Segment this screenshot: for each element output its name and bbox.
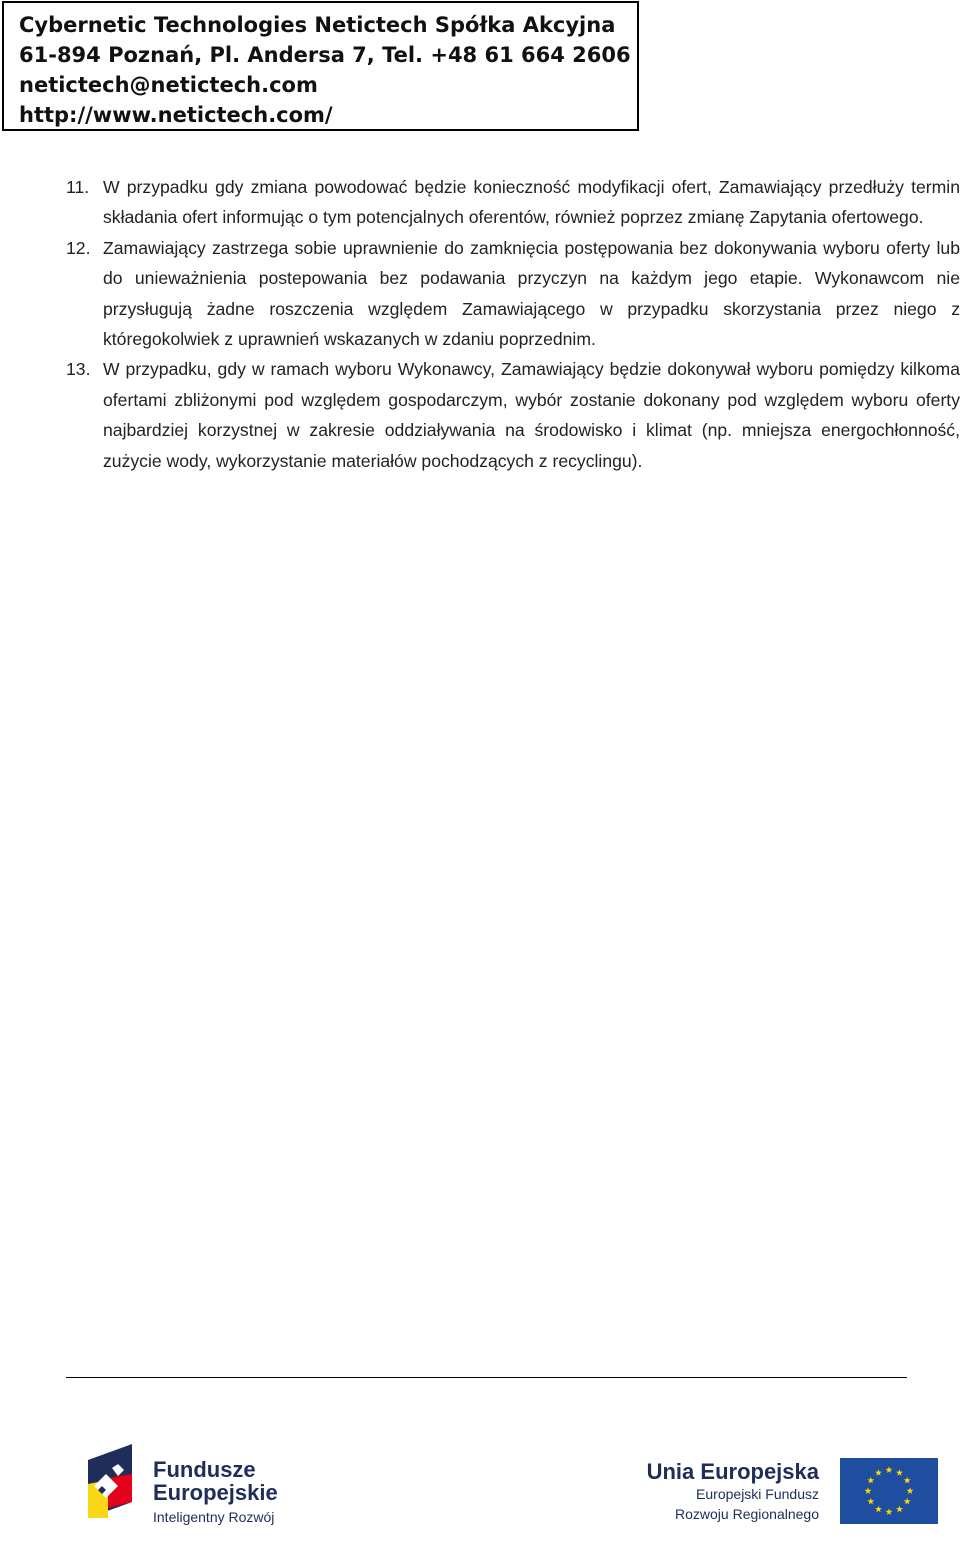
clause-number: 11. [66,177,90,197]
eu-fund-line1: Europejski Fundusz [696,1486,819,1502]
numbered-clauses [66,172,960,476]
clause-item [66,354,960,476]
clause-item [66,172,960,233]
footer-divider [66,1377,907,1378]
eu-title: Unia Europejska [646,1459,819,1484]
clause-text: Zamawiający zastrzega sobie uprawnienie do zamknięcia postępowania bez dokonywania wyboru oferty lub do unieważnienia postepowania bez podawania przyczyn na każdym jego etapie. Wykonawcom nie przysługują żadne roszczenia względem Zamawiającego w przypadku skorzystania przez niego z któregokolwiek z uprawnień wskazanych w zdaniu poprzednim. [103,237,960,350]
eu-flag-icon [840,1458,938,1524]
clause-number: 13. [66,359,91,380]
clause-number: 12. [66,237,91,258]
fe-line1: Fundusze [153,1457,256,1482]
clause-item [66,233,960,355]
unia-europejska-logo [647,1460,819,1524]
company-name: Cybernetic Technologies Netictech Spółka Akcyjna [19,13,616,37]
clause-text: W przypadku, gdy w ramach wyboru Wykonawcy, Zamawiający będzie dokonywał wyboru pomiędzy kilkoma ofertami zbliżonymi pod względem gospodarczym, wybór zostanie dokonany pod względem wyboru oferty najbardziej korzystnej w zakresie oddziaływania na środowisko i klimat (np. mniejsza energochłonność, zużycie wody, wykorzystanie materiałów pochodzących z recyclingu). [103,359,960,471]
fundusze-europejskie-flag-icon [88,1444,136,1534]
company-address: 61-894 Poznań, Pl. Andersa 7, Tel. +48 61 664 2606 [19,43,631,67]
fe-line2: Europejskie [153,1480,278,1505]
company-website: http://www.netictech.com/ [19,103,333,127]
fundusze-europejskie-logo [153,1458,278,1526]
fe-program: Inteligentny Rozwój [153,1509,275,1525]
clause-text: W przypadku gdy zmiana powodować będzie konieczność modyfikacji ofert, Zamawiający przedłuży termin składania ofert informując o tym potencjalnych oferentów, również poprzez zmianę Zapytania ofertowego. [103,177,960,228]
company-email: netictech@netictech.com [19,73,318,97]
company-header-box [2,1,639,131]
eu-fund-line2: Rozwoju Regionalnego [675,1506,819,1522]
